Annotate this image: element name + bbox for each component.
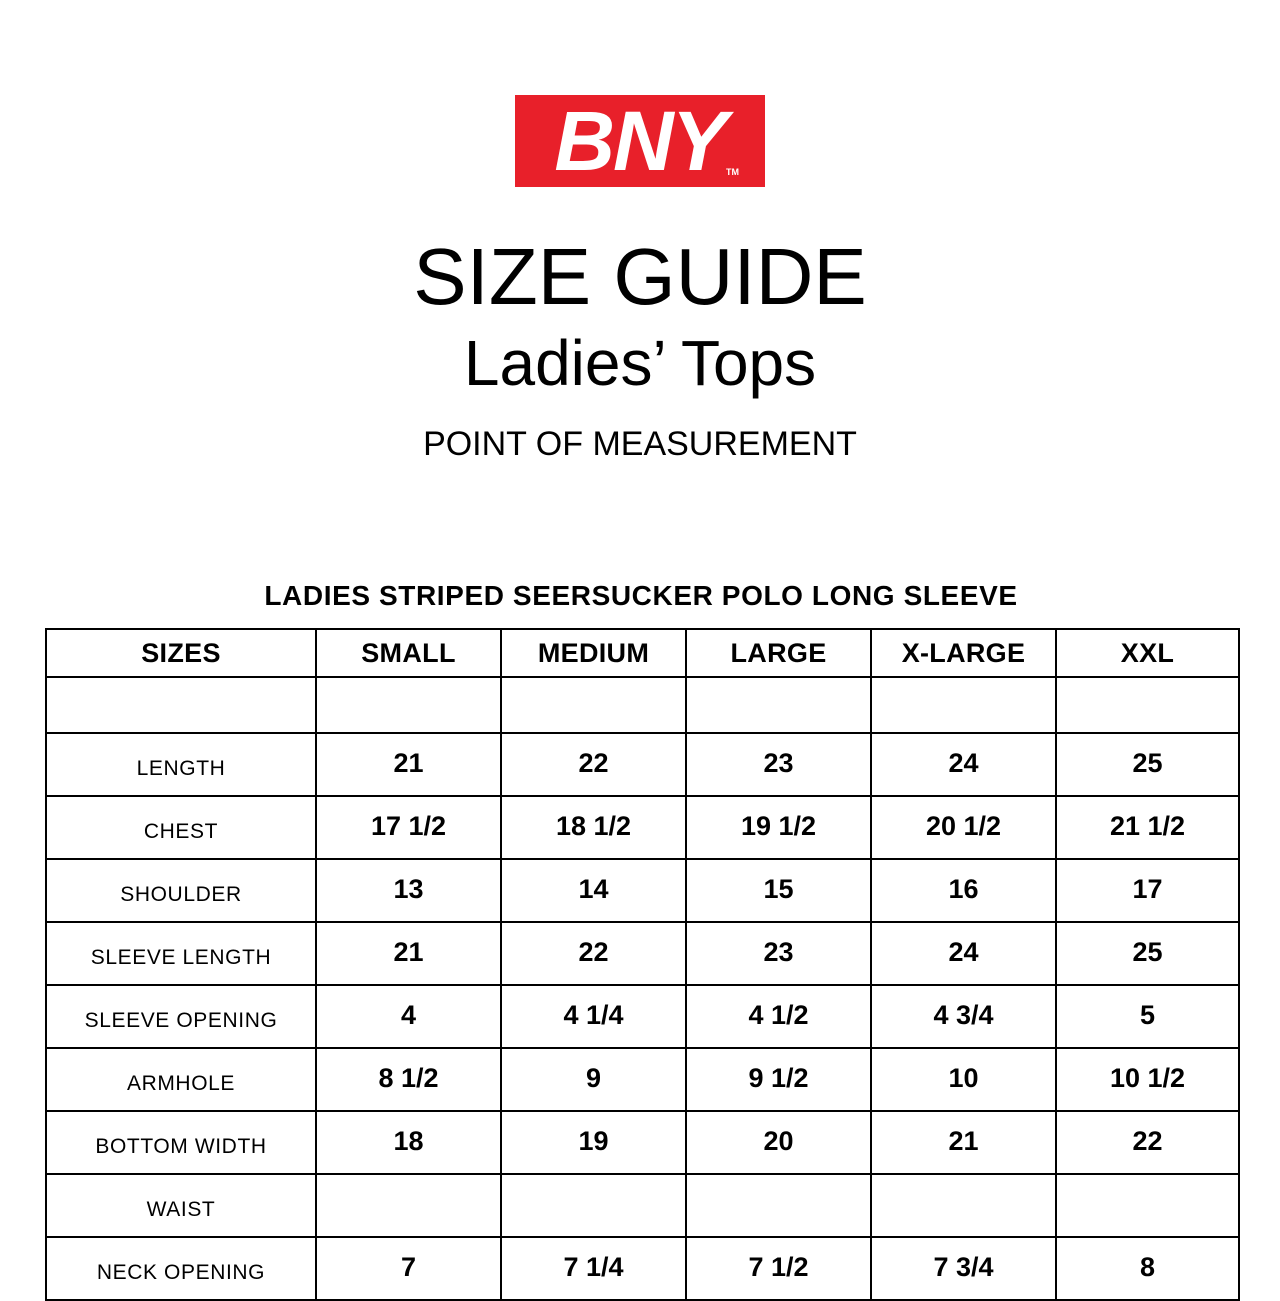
row-label: WAIST — [46, 1174, 316, 1237]
row-label: SLEEVE LENGTH — [46, 922, 316, 985]
table-cell: 24 — [871, 733, 1056, 796]
table-cell — [316, 677, 501, 733]
row-label: BOTTOM WIDTH — [46, 1111, 316, 1174]
table-row — [46, 677, 1239, 733]
table-cell: 7 1/2 — [686, 1237, 871, 1300]
table-cell: 14 — [501, 859, 686, 922]
page-title: SIZE GUIDE — [413, 232, 867, 321]
table-cell: 20 — [686, 1111, 871, 1174]
table-cell: 19 — [501, 1111, 686, 1174]
table-cell: 21 — [316, 922, 501, 985]
row-label: SLEEVE OPENING — [46, 985, 316, 1048]
table-cell: 10 1/2 — [1056, 1048, 1239, 1111]
table-cell: 4 1/4 — [501, 985, 686, 1048]
table-cell: 9 — [501, 1048, 686, 1111]
table-cell: 8 — [1056, 1237, 1239, 1300]
table-cell: 21 — [871, 1111, 1056, 1174]
table-cell: 23 — [686, 922, 871, 985]
logo-trademark: TM — [726, 167, 739, 177]
header-large: LARGE — [686, 629, 871, 677]
page-subtitle: Ladies’ Tops — [463, 327, 817, 399]
logo-text: BNY — [554, 94, 726, 188]
table-cell — [686, 677, 871, 733]
table-cell — [501, 1174, 686, 1237]
table-row — [46, 1048, 1239, 1111]
table-cell: 8 1/2 — [316, 1048, 501, 1111]
measurement-label: POINT OF MEASUREMENT — [423, 425, 857, 463]
table-cell: 23 — [686, 733, 871, 796]
header-medium: MEDIUM — [501, 629, 686, 677]
table-cell: 7 1/4 — [501, 1237, 686, 1300]
table-cell: 10 — [871, 1048, 1056, 1111]
table-cell: 18 1/2 — [501, 796, 686, 859]
row-label: NECK OPENING — [46, 1237, 316, 1300]
table-cell: 4 1/2 — [686, 985, 871, 1048]
table-cell: 17 1/2 — [316, 796, 501, 859]
table-row — [46, 985, 1239, 1048]
table-cell — [871, 677, 1056, 733]
table-header-row — [46, 629, 1239, 677]
table-cell: 7 — [316, 1237, 501, 1300]
table-cell: 16 — [871, 859, 1056, 922]
table-cell: 17 — [1056, 859, 1239, 922]
header-sizes: SIZES — [46, 629, 316, 677]
row-label: LENGTH — [46, 733, 316, 796]
table-cell: 4 3/4 — [871, 985, 1056, 1048]
table-row — [46, 1237, 1239, 1300]
table-row — [46, 733, 1239, 796]
row-label: SHOULDER — [46, 859, 316, 922]
table-cell: 20 1/2 — [871, 796, 1056, 859]
size-table — [45, 628, 1240, 1301]
header-small: SMALL — [316, 629, 501, 677]
table-cell: 22 — [501, 922, 686, 985]
table-cell: 13 — [316, 859, 501, 922]
table-row — [46, 796, 1239, 859]
table-cell: 25 — [1056, 922, 1239, 985]
row-label: ARMHOLE — [46, 1048, 316, 1111]
table-cell — [686, 1174, 871, 1237]
table-cell: 22 — [1056, 1111, 1239, 1174]
product-title: LADIES STRIPED SEERSUCKER POLO LONG SLEEVE — [264, 580, 1018, 611]
table-cell — [316, 1174, 501, 1237]
table-cell: 4 — [316, 985, 501, 1048]
table-cell: 9 1/2 — [686, 1048, 871, 1111]
row-label: CHEST — [46, 796, 316, 859]
table-cell: 5 — [1056, 985, 1239, 1048]
header-xxl: XXL — [1056, 629, 1239, 677]
table-cell: 25 — [1056, 733, 1239, 796]
table-row — [46, 1174, 1239, 1237]
table-cell: 15 — [686, 859, 871, 922]
table-cell: 7 3/4 — [871, 1237, 1056, 1300]
table-cell: 21 — [316, 733, 501, 796]
table-cell: 22 — [501, 733, 686, 796]
table-cell — [871, 1174, 1056, 1237]
table-cell: 24 — [871, 922, 1056, 985]
table-cell — [1056, 1174, 1239, 1237]
table-cell — [501, 677, 686, 733]
table-row — [46, 859, 1239, 922]
table-cell: 19 1/2 — [686, 796, 871, 859]
table-cell: 21 1/2 — [1056, 796, 1239, 859]
bny-logo — [515, 95, 765, 187]
row-label — [46, 677, 316, 733]
header-x-large: X-LARGE — [871, 629, 1056, 677]
table-cell — [1056, 677, 1239, 733]
table-row — [46, 1111, 1239, 1174]
table-row — [46, 922, 1239, 985]
table-cell: 18 — [316, 1111, 501, 1174]
